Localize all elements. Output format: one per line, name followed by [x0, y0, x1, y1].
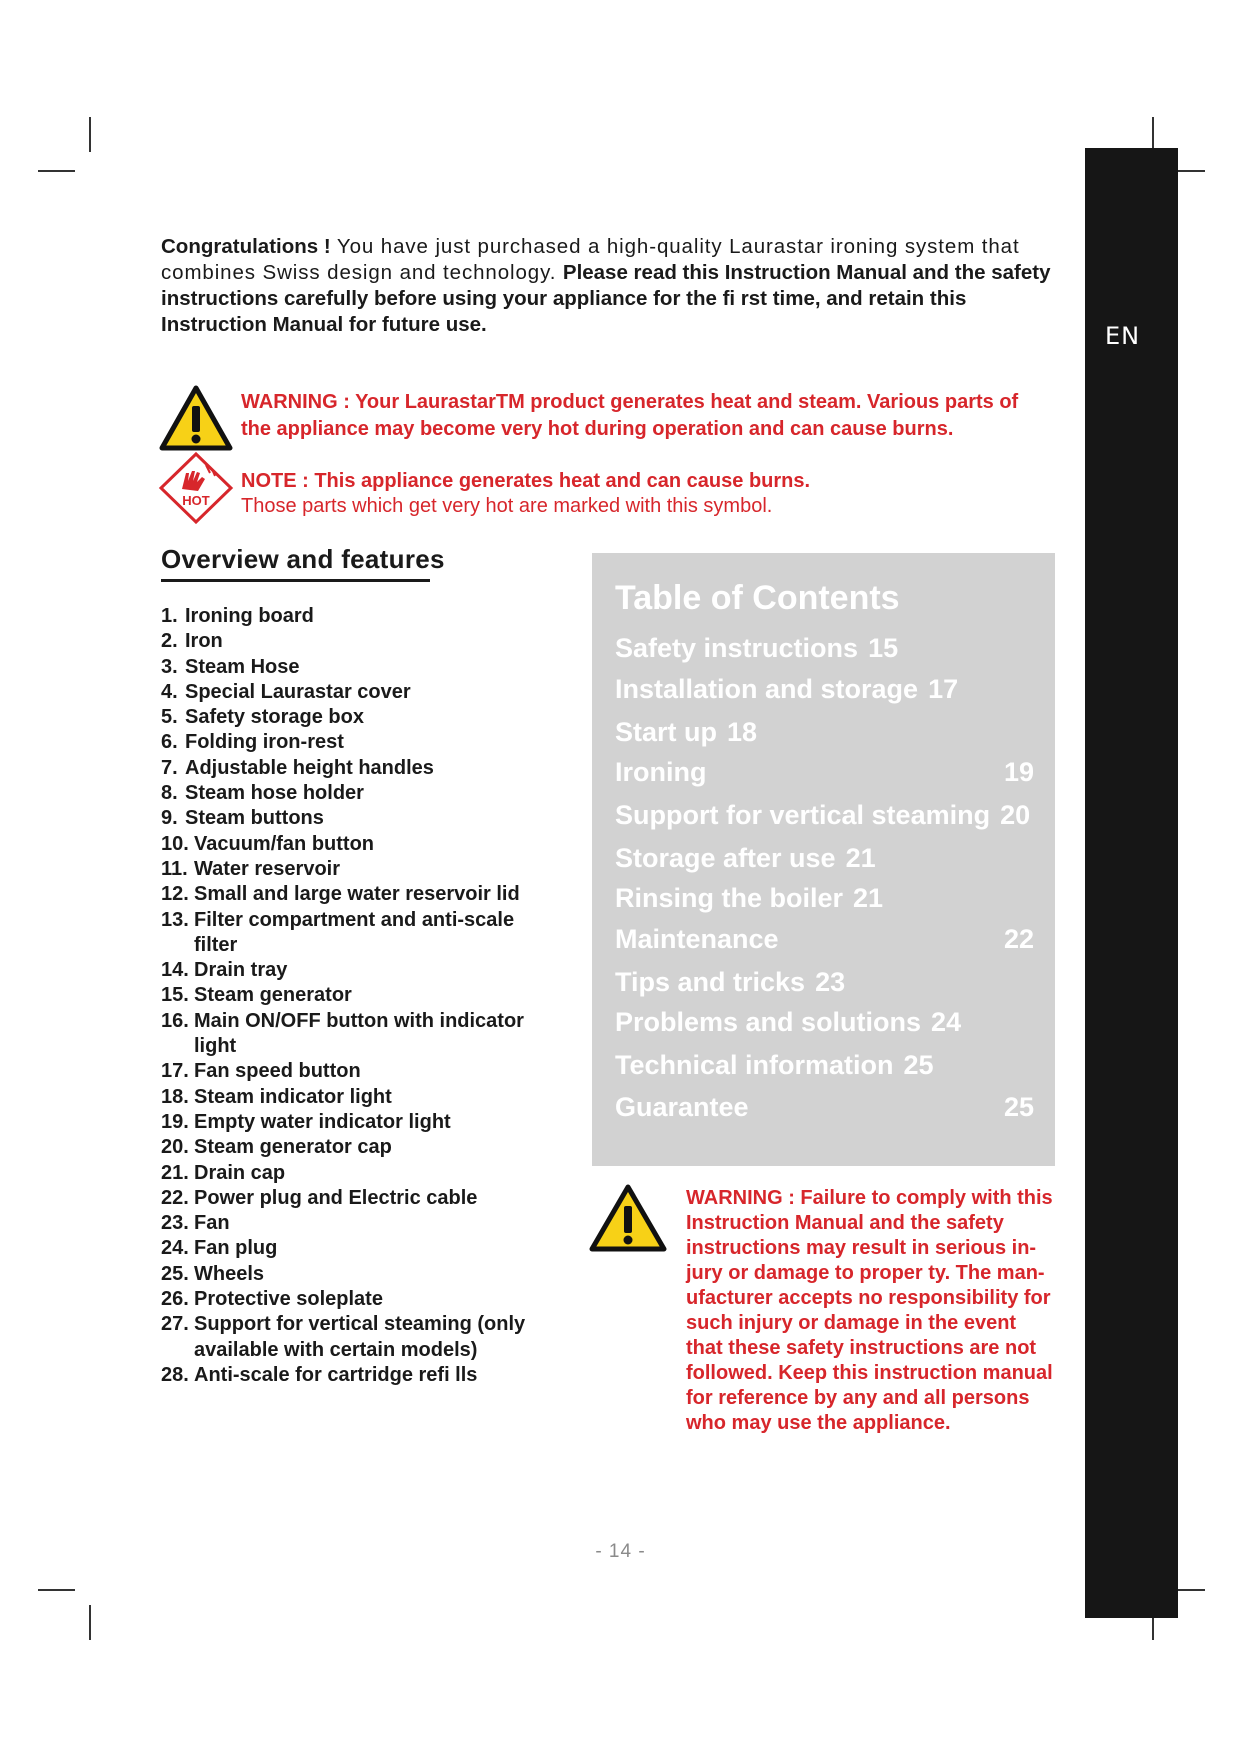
feature-label: Special Laurastar cover: [185, 680, 411, 703]
feature-item: [161, 604, 541, 629]
feature-item: [161, 958, 541, 983]
feature-item: [161, 1236, 541, 1261]
toc-item-page: 15: [868, 633, 899, 663]
toc-item-label: Guarantee: [615, 1092, 749, 1122]
feature-label: Steam buttons: [185, 807, 324, 830]
toc-item-label: Safety instructions: [615, 633, 859, 663]
overview-title: Overview and features: [161, 544, 445, 574]
feature-number: 28.: [161, 1363, 189, 1386]
warning-heat-line1: WARNING : Your LaurastarTM product generates heat and steam. Various parts of: [241, 391, 1019, 413]
feature-item: [161, 680, 541, 705]
feature-label: Small and large water reservoir lid: [194, 883, 520, 906]
feature-label: Adjustable height handles: [185, 756, 434, 779]
warning-compliance: WARNING : Failure to comply with this Instruction Manual and the safety instructions may result in serious in-jury or damage to proper ty. The man-ufacturer accepts no responsibility for such injury or damage in the event that these safety instructions are not followed. Keep this instruction manual for reference by any and all persons who may use the appliance.: [686, 1187, 1053, 1434]
feature-item: [161, 1287, 541, 1312]
toc-item-label: Maintenance: [615, 924, 779, 954]
crop-mark: [89, 1605, 91, 1640]
toc-item[interactable]: [615, 757, 1034, 788]
feature-item: [161, 705, 541, 730]
feature-number: 4.: [161, 680, 178, 703]
feature-item: [161, 1110, 541, 1135]
warning-heat: [241, 389, 1061, 443]
page-number: - 14 -: [595, 1541, 646, 1562]
feature-number: 26.: [161, 1288, 189, 1311]
feature-item: [161, 1186, 541, 1211]
toc-item-page: 21: [853, 883, 884, 913]
crop-mark: [38, 170, 75, 172]
feature-item: [161, 1161, 541, 1186]
feature-item: [161, 781, 541, 806]
toc-item[interactable]: [615, 924, 1034, 955]
toc-item[interactable]: [615, 674, 1034, 705]
toc-item-label: Storage after use: [615, 843, 836, 873]
feature-label: Power plug and Electric cable: [194, 1186, 478, 1209]
feature-number: 9.: [161, 807, 178, 830]
feature-number: 11.: [161, 857, 188, 880]
feature-number: 16.: [161, 1009, 189, 1032]
feature-label: Fan: [194, 1212, 230, 1235]
note-hot-line2: Those parts which get very hot are marked with this symbol.: [241, 495, 773, 517]
feature-label: Fan plug: [194, 1237, 278, 1260]
warning-triangle-icon: [589, 1183, 667, 1253]
feature-number: 10.: [161, 832, 189, 855]
feature-number: 8.: [161, 782, 178, 805]
feature-number: 24.: [161, 1237, 189, 1260]
toc-item-label: Rinsing the boiler: [615, 883, 844, 913]
feature-number: 15.: [161, 984, 189, 1007]
language-tab-label: EN: [1104, 322, 1141, 350]
toc-item-label: Problems and solutions: [615, 1007, 922, 1037]
feature-label: Anti-scale for cartridge refi lls: [194, 1363, 478, 1386]
feature-number: 14.: [161, 959, 189, 982]
toc-item-label: Support for vertical steaming: [615, 800, 991, 830]
table-of-contents: [592, 553, 1055, 1166]
feature-number: 7.: [161, 756, 178, 779]
toc-item-page: 19: [1003, 757, 1034, 787]
toc-item-page: 20: [1000, 800, 1031, 830]
language-tab: [1085, 148, 1178, 1618]
feature-label: Fan speed button: [194, 1060, 361, 1083]
toc-item-page: 25: [903, 1050, 934, 1080]
feature-label: Drain cap: [194, 1161, 286, 1184]
feature-item: [161, 882, 541, 907]
feature-label: Water reservoir: [194, 857, 340, 880]
feature-item: [161, 1363, 541, 1388]
feature-label: Drain tray: [194, 959, 288, 982]
feature-item: [161, 908, 541, 959]
toc-item-label: Start up: [615, 717, 718, 747]
feature-item: [161, 730, 541, 755]
feature-item: [161, 629, 541, 654]
feature-number: 20.: [161, 1136, 189, 1159]
feature-number: 12.: [161, 883, 189, 906]
toc-item-page: 24: [931, 1007, 962, 1037]
feature-number: 27.: [161, 1313, 189, 1336]
feature-number: 23.: [161, 1212, 189, 1235]
feature-number: 25.: [161, 1262, 189, 1285]
toc-item[interactable]: [615, 800, 1034, 831]
feature-item: [161, 983, 541, 1008]
note-hot-line1: NOTE : This appliance generates heat and can cause burns.: [241, 470, 811, 492]
toc-item[interactable]: [615, 843, 1034, 874]
hot-symbol-text: HOT: [182, 493, 210, 508]
toc-item[interactable]: [615, 633, 1034, 664]
feature-label: Steam Hose: [185, 655, 300, 678]
feature-number: 2.: [161, 630, 178, 653]
feature-label: Protective soleplate: [194, 1288, 383, 1311]
toc-item-label: Technical information: [615, 1050, 894, 1080]
warning-heat-line2: the appliance may become very hot during operation and can cause burns.: [241, 418, 954, 440]
overview-title-underline: [161, 579, 430, 582]
crop-mark: [38, 1589, 75, 1591]
hot-surface-icon: [158, 451, 234, 525]
feature-list: [161, 604, 541, 1388]
feature-item: [161, 806, 541, 831]
note-hot: [241, 469, 1061, 519]
feature-item: [161, 1059, 541, 1084]
feature-number: 5.: [161, 706, 178, 729]
toc-item-page: 25: [1003, 1092, 1034, 1122]
feature-label: Steam generator cap: [194, 1136, 392, 1159]
toc-item[interactable]: [615, 1007, 1034, 1038]
feature-label: Filter compartment and anti-scale filter: [194, 908, 515, 956]
toc-item-label: Ironing: [615, 757, 707, 787]
feature-label: Wheels: [194, 1262, 265, 1285]
intro-lead: Congratulations !: [161, 235, 331, 258]
feature-number: 6.: [161, 731, 178, 754]
feature-item: [161, 756, 541, 781]
feature-label: Ironing board: [185, 605, 314, 627]
feature-label: Safety storage box: [185, 706, 364, 729]
intro-regular: You have just purchased a high-quality Laurastar ironing system that combines Swiss design and technology.: [161, 235, 1020, 284]
warning-triangle-icon: [159, 384, 233, 452]
feature-label: Folding iron-rest: [185, 731, 344, 754]
feature-number: 1.: [161, 605, 178, 627]
intro-emphasis: Please read this Instruction Manual and the safety instructions carefully before using your appliance for the fi rst time, and retain this Instruction Manual for future use.: [161, 261, 1051, 336]
feature-item: [161, 1135, 541, 1160]
feature-label: Steam indicator light: [194, 1085, 392, 1108]
toc-item[interactable]: [615, 967, 1034, 998]
feature-number: 3.: [161, 655, 178, 678]
feature-number: 17.: [161, 1060, 189, 1083]
toc-item[interactable]: [615, 717, 1034, 748]
toc-item-page: 23: [815, 967, 846, 997]
toc-title: Table of Contents: [615, 579, 900, 617]
feature-item: [161, 1262, 541, 1287]
feature-item: [161, 832, 541, 857]
feature-label: Steam hose holder: [185, 782, 364, 805]
crop-mark: [89, 117, 91, 152]
feature-number: 13.: [161, 908, 189, 931]
feature-item: [161, 1085, 541, 1110]
toc-item-page: 21: [845, 843, 876, 873]
feature-label: Iron: [185, 630, 223, 653]
feature-item: [161, 1312, 541, 1363]
toc-item-page: 18: [727, 717, 758, 747]
toc-item-label: Installation and storage: [615, 674, 919, 704]
toc-item[interactable]: [615, 883, 1034, 914]
feature-label: Main ON/OFF button with indicator light: [194, 1009, 524, 1058]
intro-paragraph: [161, 234, 1053, 338]
feature-item: [161, 655, 541, 680]
toc-item-label: Tips and tricks: [615, 967, 806, 997]
feature-label: Steam generator: [194, 984, 352, 1007]
feature-label: Empty water indicator light: [194, 1110, 451, 1133]
feature-label: Vacuum/fan button: [194, 832, 374, 855]
crop-mark: [1152, 117, 1154, 152]
toc-item[interactable]: [615, 1050, 1034, 1081]
feature-item: [161, 1211, 541, 1236]
feature-item: [161, 857, 541, 882]
toc-item-page: 22: [1003, 924, 1034, 954]
feature-item: [161, 1009, 541, 1060]
feature-number: 21.: [161, 1161, 189, 1184]
toc-item[interactable]: [615, 1092, 1034, 1123]
feature-number: 22.: [161, 1186, 189, 1209]
feature-label: Support for vertical steaming (only available with certain models): [194, 1313, 526, 1361]
feature-number: 18.: [161, 1085, 189, 1108]
toc-item-page: 17: [928, 674, 959, 704]
feature-number: 19.: [161, 1110, 189, 1133]
